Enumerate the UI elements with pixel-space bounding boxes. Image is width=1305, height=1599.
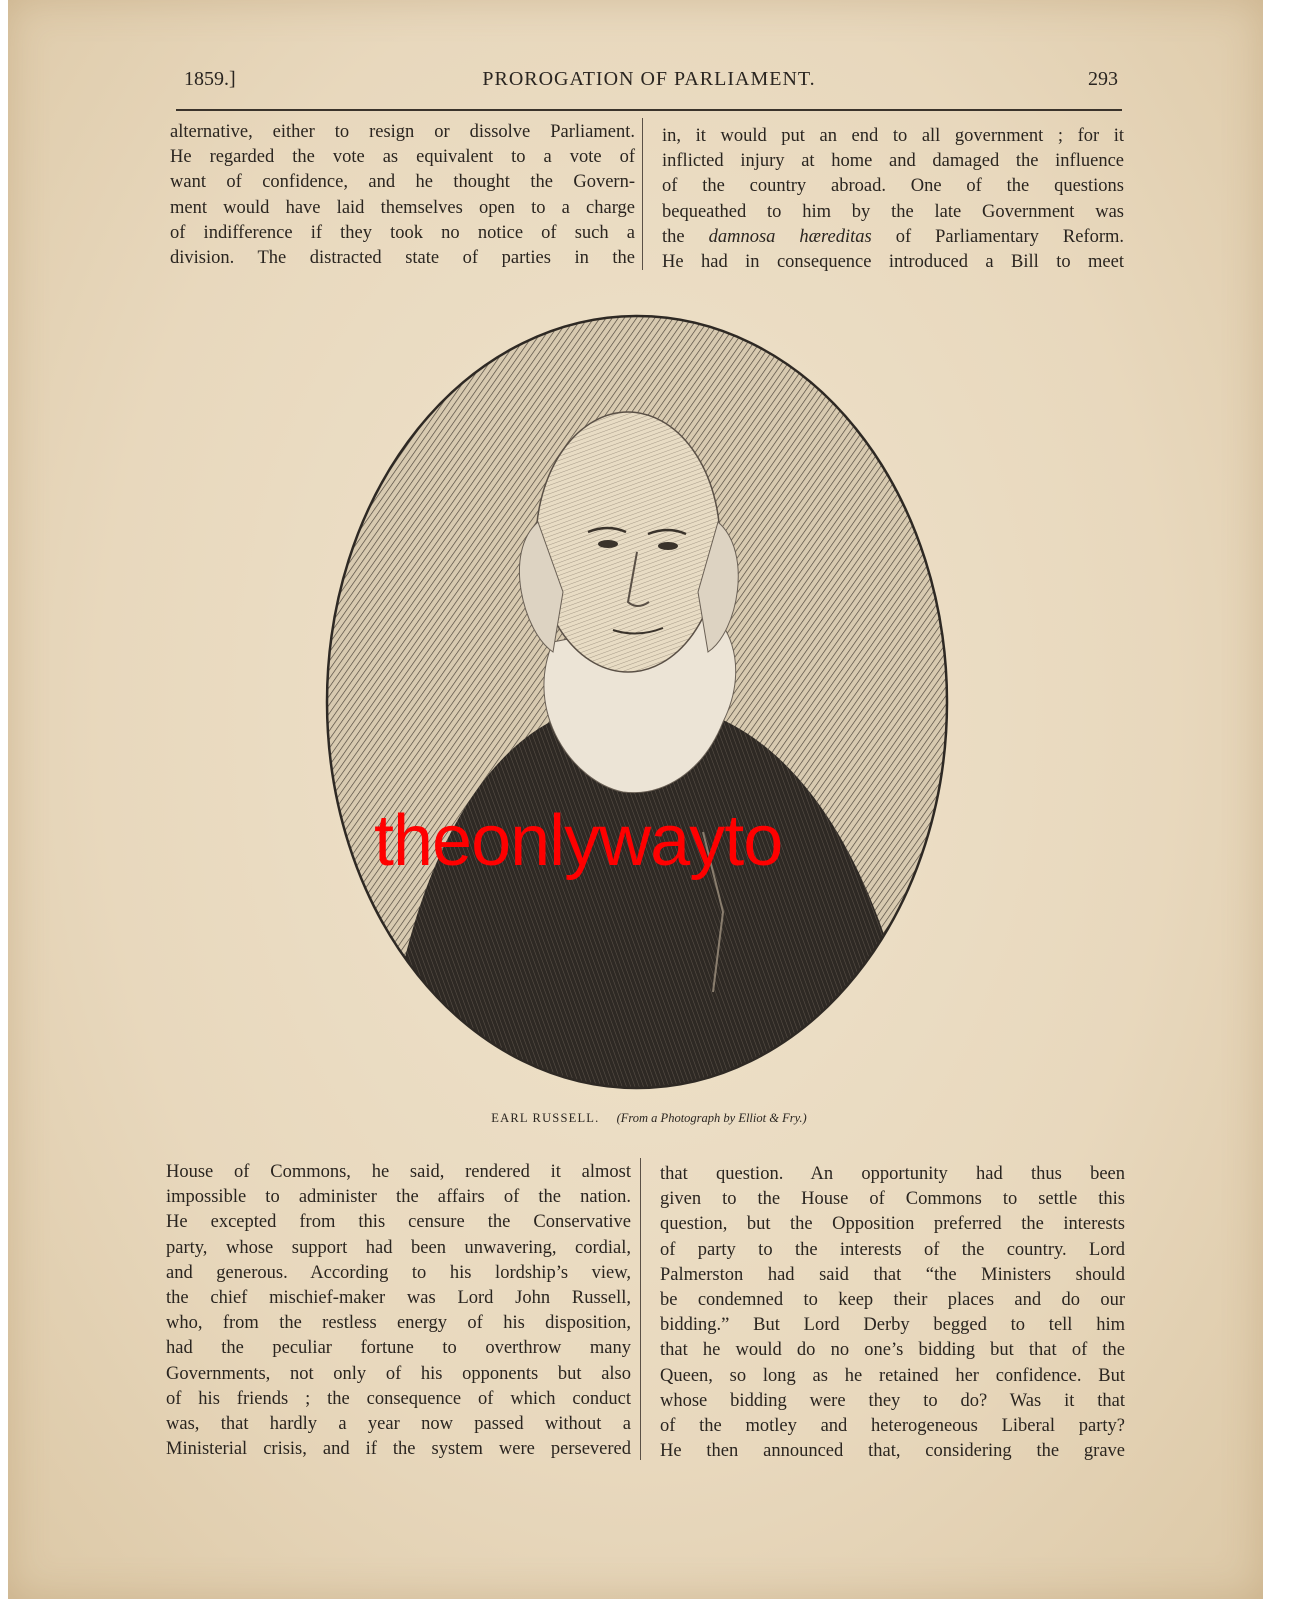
text-line: division. The distracted state of parties in the (170, 247, 635, 268)
text-line: of the motley and heterogeneous Liberal party? (660, 1415, 1125, 1436)
text-line: of indifference if they took no notice of such a (170, 222, 635, 243)
text-line: House of Commons, he said, rendered it almost (166, 1162, 631, 1182)
text-line: Ministerial crisis, and if the system were persevered (166, 1439, 631, 1460)
header-year: 1859.] (184, 68, 236, 90)
text-line: be condemned to keep their places and do our (660, 1289, 1125, 1310)
text-line: of his friends ; the consequence of which conduct (166, 1388, 631, 1409)
text-line: of party to the interests of the country. Lord (660, 1239, 1125, 1260)
text-line: was, that hardly a year now passed without a (166, 1413, 631, 1434)
figure-caption (176, 1111, 1122, 1126)
text-line: question, but the Opposition preferred the interests (660, 1214, 1125, 1235)
text-line: inflicted injury at home and damaged the influence (662, 151, 1124, 172)
header-title: PROROGATION OF PARLIAMENT. (482, 68, 816, 90)
text-line: that question. An opportunity had thus been (660, 1164, 1125, 1184)
page-number: 293 (1088, 68, 1118, 90)
column-divider (642, 118, 643, 270)
caption-credit: (From a Photograph by Elliot & Fry.) (616, 1111, 807, 1125)
text-line: Queen, so long as he retained her confidence. But (660, 1365, 1125, 1386)
header-rule (176, 109, 1122, 111)
text-column-bottom-right (660, 1162, 1125, 1464)
text-line: given to the House of Commons to settle this (660, 1189, 1125, 1210)
column-divider (640, 1158, 641, 1460)
text-line: who, from the restless energy of his disposition, (166, 1313, 631, 1334)
text-line: Palmerston had said that “the Ministers should (660, 1264, 1125, 1285)
text-line: in, it would put an end to all government ; for it (662, 126, 1124, 146)
text-line: want of confidence, and he thought the Govern- (170, 172, 635, 193)
text-line: the chief mischief-maker was Lord John Russell, (166, 1287, 631, 1308)
text-line: whose bidding were they to do? Was it that (660, 1390, 1125, 1411)
text-line: the damnosa hæreditas of Parliamentary Reform. (662, 226, 1125, 247)
text-line: of the country abroad. One of the questions (662, 176, 1124, 197)
text-line: alternative, either to resign or dissolve Parliament. (170, 122, 635, 142)
text-line: party, whose support had been unwavering, cordial, (166, 1237, 631, 1258)
text-column-top-left (170, 120, 635, 271)
watermark-text: theonlywayto (374, 801, 783, 881)
text-column-top-right (662, 124, 1124, 275)
text-line: impossible to administer the affairs of the nation. (166, 1187, 631, 1208)
caption-name: EARL RUSSELL. (491, 1111, 600, 1125)
italic-phrase: damnosa hæreditas (708, 226, 872, 247)
text-line: He then announced that, considering the grave (660, 1441, 1125, 1462)
text-line: had the peculiar fortune to overthrow many (166, 1338, 631, 1359)
portrait-engraving (323, 312, 951, 1092)
text-column-bottom-left (166, 1160, 631, 1462)
running-header (176, 68, 1122, 100)
text-line: and generous. According to his lordship’s view, (166, 1262, 631, 1283)
text-line: Governments, not only of his opponents but also (166, 1363, 631, 1384)
text-line: ment would have laid themselves open to a charge (170, 197, 635, 218)
text-line: bequeathed to him by the late Government was (662, 201, 1124, 222)
text-line: He regarded the vote as equivalent to a vote of (170, 147, 635, 168)
text-line: He excepted from this censure the Conservative (166, 1212, 631, 1233)
text-line: He had in consequence introduced a Bill to meet (662, 251, 1124, 272)
text-line: bidding.” But Lord Derby begged to tell him (660, 1315, 1125, 1336)
book-page (8, 0, 1263, 1599)
text-line: that he would do no one’s bidding but that of the (660, 1340, 1125, 1361)
